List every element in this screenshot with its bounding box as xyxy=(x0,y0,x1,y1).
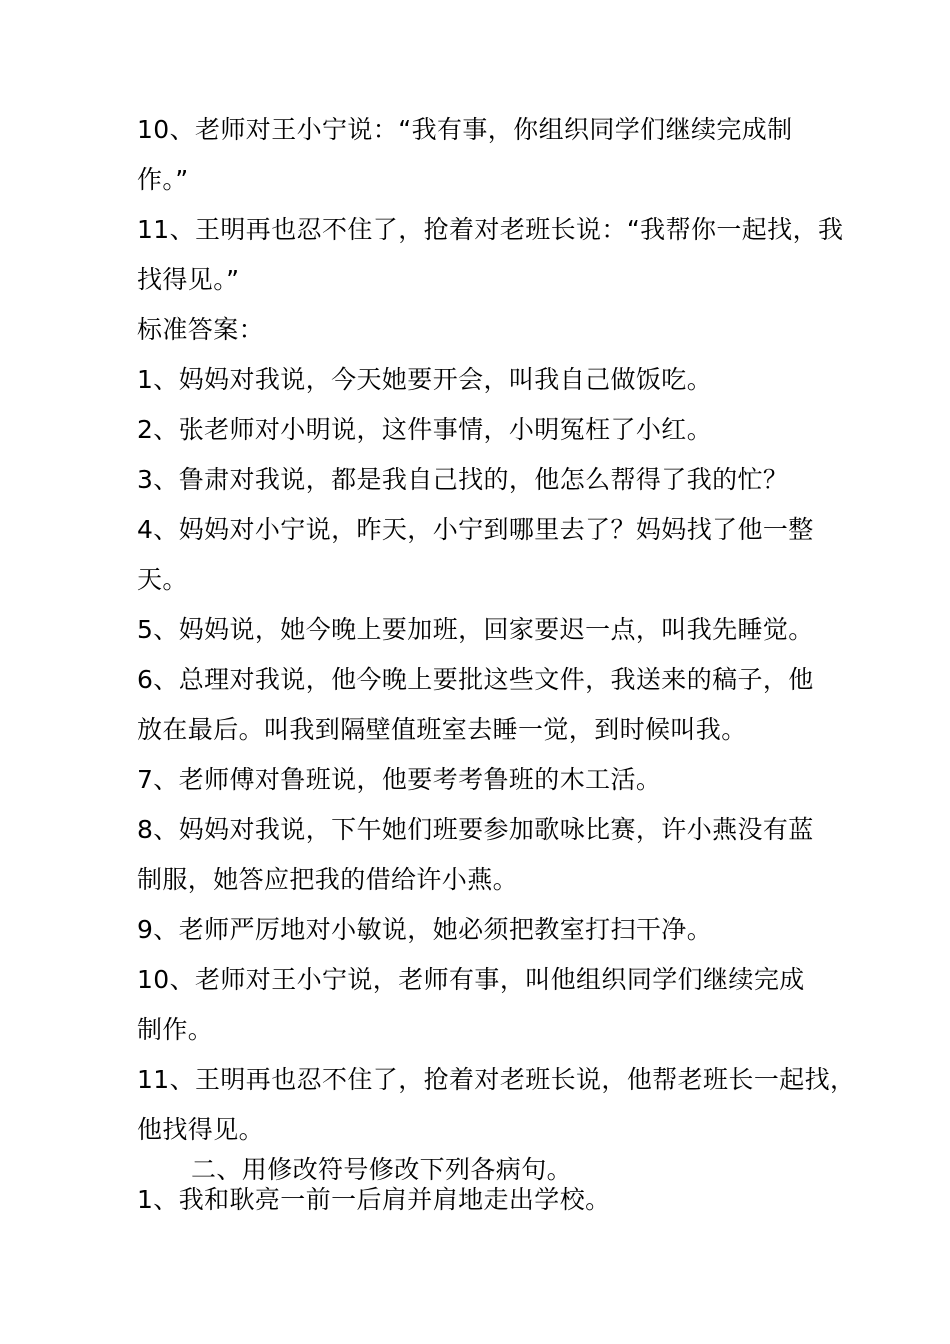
answer-line: 天。 xyxy=(137,565,188,594)
answer-line: 他找得见。 xyxy=(137,1115,265,1144)
answer-line: 7、老师傅对鲁班说，他要考考鲁班的木工活。 xyxy=(137,765,662,794)
answer-line: 制作。 xyxy=(137,1015,214,1044)
answer-line: 10、老师对王小宁说，老师有事，叫他组织同学们继续完成 xyxy=(137,965,805,994)
exercise-line: 1、我和耿亮一前一后肩并肩地走出学校。 xyxy=(137,1185,611,1214)
text-line: 作。” xyxy=(137,165,189,194)
answer-line: 制服，她答应把我的借给许小燕。 xyxy=(137,865,519,894)
answer-line: 2、张老师对小明说，这件事情，小明冤枉了小红。 xyxy=(137,415,713,444)
answer-line: 4、妈妈对小宁说，昨天，小宁到哪里去了？妈妈找了他一整 xyxy=(137,515,814,544)
answer-line: 放在最后。叫我到隔壁值班室去睡一觉，到时候叫我。 xyxy=(137,715,747,744)
answer-line: 1、妈妈对我说，今天她要开会，叫我自己做饭吃。 xyxy=(137,365,713,394)
answer-line: 9、老师严厉地对小敏说，她必须把教室打扫干净。 xyxy=(137,915,713,944)
answer-line: 6、总理对我说，他今晚上要批这些文件，我送来的稿子，他 xyxy=(137,665,814,694)
answer-line: 3、鲁肃对我说，都是我自己找的，他怎么帮得了我的忙？ xyxy=(137,465,789,494)
section-heading: 标准答案： xyxy=(137,315,265,344)
section-heading: 二、用修改符号修改下列各病句。 xyxy=(191,1155,573,1184)
text-line: 10、老师对王小宁说：“我有事，你组织同学们继续完成制 xyxy=(137,115,793,144)
text-line: 11、王明再也忍不住了，抢着对老班长说：“我帮你一起找，我 xyxy=(137,215,844,244)
answer-line: 11、王明再也忍不住了，抢着对老班长说，他帮老班长一起找， xyxy=(137,1065,856,1094)
text-line: 找得见。” xyxy=(137,265,240,294)
answer-line: 8、妈妈对我说，下午她们班要参加歌咏比赛，许小燕没有蓝 xyxy=(137,815,814,844)
answer-line: 5、妈妈说，她今晚上要加班，回家要迟一点，叫我先睡觉。 xyxy=(137,615,814,644)
